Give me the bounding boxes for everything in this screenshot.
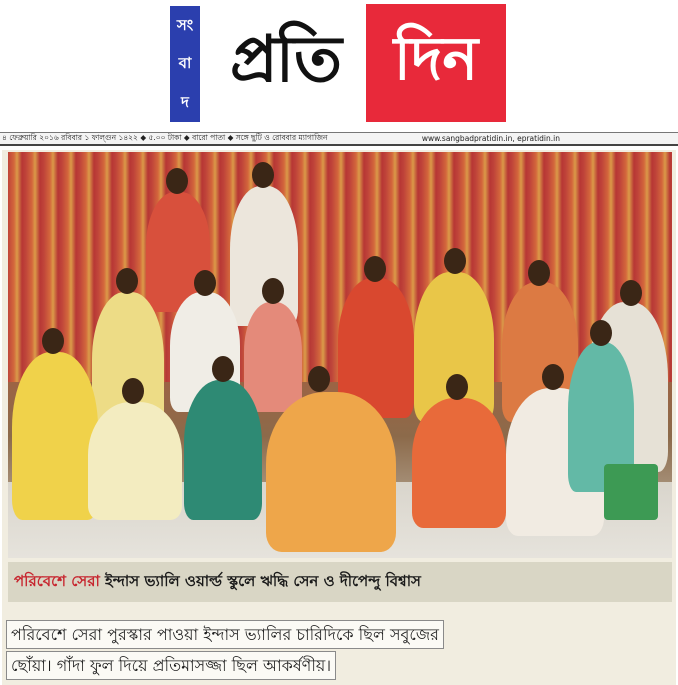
masthead (0, 0, 678, 130)
article-body (6, 620, 606, 682)
certificate-frame (604, 464, 658, 520)
person-figure (244, 302, 302, 412)
person-head (308, 366, 330, 392)
person-head (212, 356, 234, 382)
logo-din: দিন (366, 4, 506, 122)
news-clipping (2, 150, 676, 685)
person-head (542, 364, 564, 390)
article-line-1: পরিবেশে সেরা পুরস্কার পাওয়া ইন্দাস ভ্যালির চারিদিকে ছিল সবুজের (6, 620, 444, 649)
person-head (528, 260, 550, 286)
group-photo (8, 152, 672, 558)
person-figure (88, 402, 182, 520)
dateline-bar (0, 132, 678, 146)
person-head (42, 328, 64, 354)
person-figure (12, 352, 98, 520)
website-text: www.sangbadpratidin.in, epratidin.in (421, 134, 560, 143)
sangbad-letter: সং (176, 15, 194, 34)
person-head (122, 378, 144, 404)
caption-accent: পরিবেশে সেরা (14, 571, 100, 590)
article-line-2: ছোঁয়া। গাঁদা ফুল দিয়ে প্রতিমাসজ্জা ছিল আকর্ষণীয়। (6, 651, 336, 680)
person-head (262, 278, 284, 304)
person-head (116, 268, 138, 294)
caption-text (14, 570, 421, 595)
photo-caption (8, 562, 672, 602)
person-head (252, 162, 274, 188)
logo-prati: প্রতি (229, 22, 341, 97)
person-figure (184, 380, 262, 520)
person-head (194, 270, 216, 296)
person-head (446, 374, 468, 400)
sangbad-letter: দ (181, 93, 189, 112)
dateline-text: ৪ ফেব্রুয়ারি ২০১৬ রবিবার ১ ফাল্গুন ১৪২২ ◆ ৫.০০ টাকা ◆ বারো পাতা ◆ সঙ্গে ছুটি ও রোববার ম্যাগাজিন (2, 132, 328, 142)
caption-rest: ইন্দাস ভ্যালি ওয়ার্ল্ড স্কুলে ঋদ্ধি সেন ও দীপেন্দু বিশ্বাস (99, 571, 421, 590)
sangbad-letter: বা (178, 54, 192, 73)
person-head (620, 280, 642, 306)
person-head (166, 168, 188, 194)
person-figure (412, 398, 506, 528)
person-figure (266, 392, 396, 552)
person-head (364, 256, 386, 282)
sangbad-logo-box (170, 6, 200, 122)
person-head (444, 248, 466, 274)
person-head (590, 320, 612, 346)
